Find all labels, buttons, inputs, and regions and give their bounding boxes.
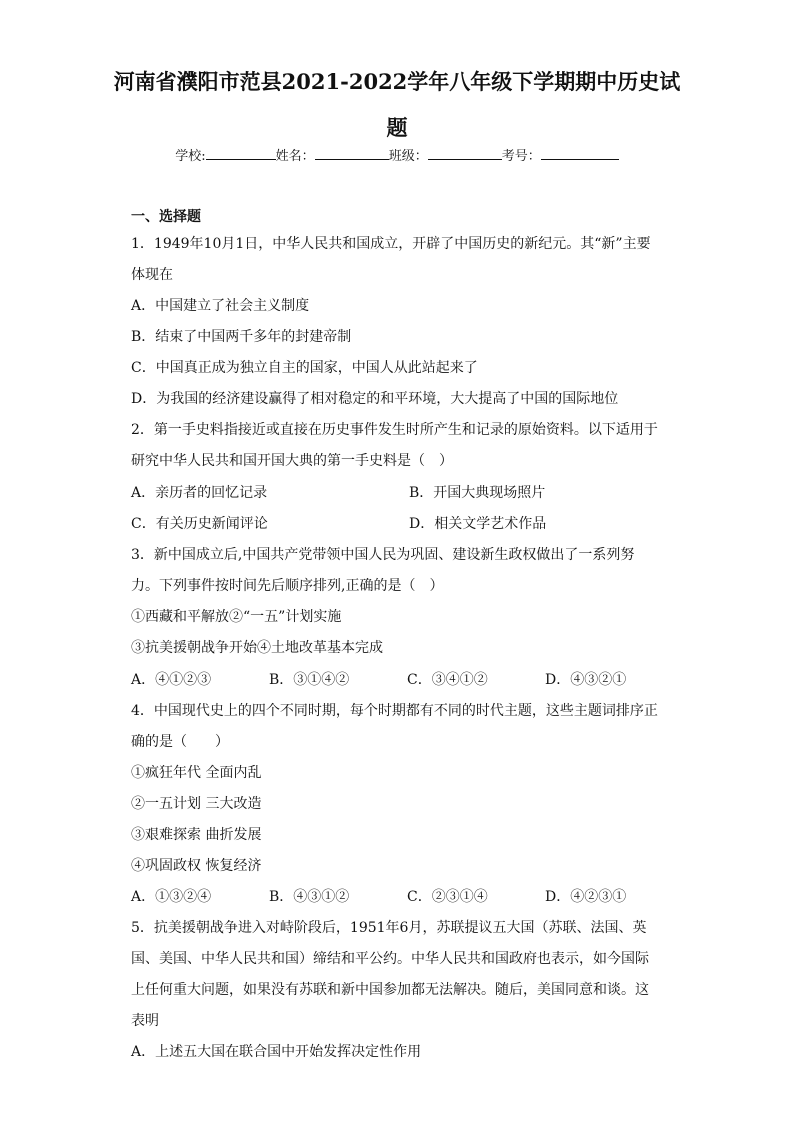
q5-stem-line4: 表明 — [131, 1013, 159, 1029]
q1-option-b: B．结束了中国两千多年的封建帝制 — [131, 329, 352, 345]
q1-option-d: D．为我国的经济建设赢得了相对稳定的和平环境，大大提高了中国的国际地位 — [131, 391, 619, 407]
q2-stem-line1: 2．第一手史料指接近或直接在历史事件发生时所产生和记录的原始资料。以下适用于 — [131, 422, 658, 438]
q4-item-4: ④巩固政权 恢复经济 — [131, 858, 262, 874]
q1-option-c: C．中国真正成为独立自主的国家，中国人从此站起来了 — [131, 360, 478, 376]
q3-item-line1: ①西藏和平解放②“一五”计划实施 — [131, 609, 342, 625]
q3-stem-line2: 力。下列事件按时间先后顺序排列,正确的是（ ） — [131, 578, 444, 594]
exam-no-label: 考号： — [501, 149, 541, 164]
q3-option-d: D．④③②① — [545, 672, 627, 688]
exam-title-line2: 题 — [386, 115, 408, 140]
q3-item-line2: ③抗美援朝战争开始④土地改革基本完成 — [131, 640, 383, 656]
q5-stem-line1: 5．抗美援朝战争进入对峙阶段后，1951年6月，苏联提议五大国（苏联、法国、英 — [131, 920, 647, 936]
q4-item-1: ①疯狂年代 全面内乱 — [131, 765, 262, 781]
exam-no-blank[interactable] — [541, 147, 619, 160]
q2-option-c: C．有关历史新闻评论 — [131, 516, 268, 532]
q3-option-c: C．③④①② — [407, 672, 488, 688]
name-label: 姓名： — [275, 149, 315, 164]
class-blank[interactable] — [428, 147, 502, 160]
q1-option-a: A．中国建立了社会主义制度 — [131, 298, 310, 314]
q4-item-2: ②一五计划 三大改造 — [131, 796, 262, 812]
class-label: 班级： — [388, 149, 428, 164]
q5-stem-line3: 上任何重大问题，如果没有苏联和新中国参加都无法解决。随后，美国同意和谈。这 — [131, 982, 649, 998]
q5-option-a: A．上述五大国在联合国中开始发挥决定性作用 — [131, 1044, 422, 1060]
q4-option-d: D．④②③① — [545, 889, 627, 905]
q4-option-c: C．②③①④ — [407, 889, 488, 905]
q1-stem-line1: 1．1949年10月1日，中华人民共和国成立，开辟了中国历史的新纪元。其“新”主要 — [131, 236, 651, 252]
q3-option-a: A．④①②③ — [131, 672, 212, 688]
q3-options — [131, 670, 683, 690]
q2-option-b: B．开国大典现场照片 — [409, 485, 546, 501]
school-label: 学校: — [175, 149, 206, 164]
q5-stem-line2: 国、美国、中华人民共和国）缔结和平公约。中华人民共和国政府也表示，如今国际 — [131, 951, 649, 967]
q3-stem-line1: 3．新中国成立后,中国共产党带领中国人民为巩固、建设新生政权做出了一系列努 — [131, 547, 635, 563]
q4-option-b: B．④③①② — [269, 889, 350, 905]
section-heading: 一、选择题 — [131, 209, 201, 225]
q4-item-3: ③艰难探索 曲折发展 — [131, 827, 262, 843]
q2-option-a: A．亲历者的回忆记录 — [131, 485, 268, 501]
student-info-row — [0, 145, 794, 164]
school-blank[interactable] — [206, 147, 276, 160]
q2-option-d: D．相关文学艺术作品 — [409, 516, 547, 532]
q2-stem-line2: 研究中华人民共和国开国大典的第一手史料是（ ） — [131, 453, 453, 469]
q4-option-a: A．①③②④ — [131, 889, 212, 905]
q4-options — [131, 887, 683, 907]
exam-title-line1: 河南省濮阳市范县2021-2022学年八年级下学期期中历史试 — [113, 69, 681, 94]
q3-option-b: B．③①④② — [269, 672, 350, 688]
q4-stem-line1: 4．中国现代史上的四个不同时期，每个时期都有不同的时代主题，这些主题词排序正 — [131, 703, 658, 719]
name-blank[interactable] — [315, 147, 389, 160]
q1-stem-line2: 体现在 — [131, 267, 173, 283]
q4-stem-line2: 确的是（ ） — [131, 734, 229, 750]
